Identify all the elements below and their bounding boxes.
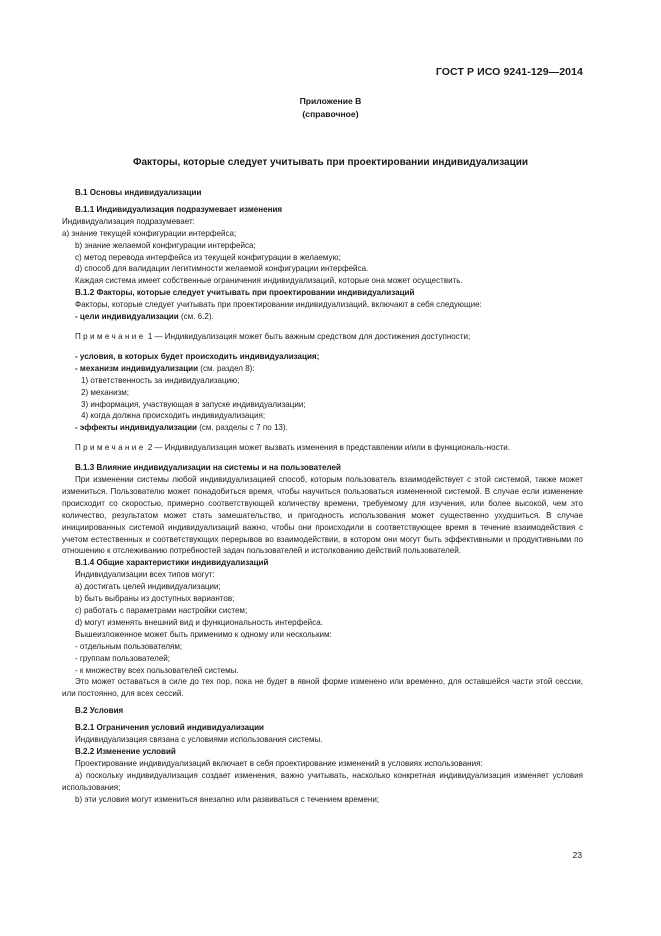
- section-b1-heading: В.1 Основы индивидуализации: [75, 188, 202, 197]
- section-b14-heading: В.1.4 Общие характеристики индивидуализаций: [75, 558, 269, 568]
- list-item: d) способ для валидации легитимности желаемой конфигурации интерфейса.: [75, 264, 369, 274]
- list-item: а) знание текущей конфигурации интерфейса;: [62, 228, 237, 238]
- list-item: b) быть выбраны из доступных вариантов;: [75, 594, 235, 604]
- list-item: 2) механизм;: [81, 387, 130, 397]
- list-item: с) работать с параметрами настройки систем;: [75, 606, 248, 615]
- paragraph: Вышеизложенное может быть применимо к одному или нескольким:: [75, 629, 332, 639]
- list-item: - отдельным пользователям;: [75, 641, 183, 651]
- section-b13-heading: В.1.3 Влияние индивидуализации на системы и на пользователей: [75, 463, 341, 473]
- document-body: [62, 187, 583, 806]
- paragraph: Индивидуализация подразумевает:: [62, 216, 195, 226]
- paragraph: Каждая система имеет собственные ограничения индивидуализаций, которые она может осуществить.: [75, 276, 463, 286]
- list-item: [75, 363, 583, 375]
- paragraph: Факторы, которые следует учитывать при проектировании индивидуализаций, включают в себя следующие:: [75, 300, 482, 310]
- document-title: Факторы, которые следует учитывать при проектировании индивидуализации: [132, 157, 529, 168]
- paragraph: При изменении системы любой индивидуализацией способ, которым пользователь взаимодействует с этой системой, также может измениться. Пользователю может понадобиться время, чтобы научиться пользоваться измененной системой. В случае если изменение происходит со скоростью, примерно соответствующей количеству времени, требуемому для изучения, или более высокой, чем это количество, результатом может стать замешательство, и пригодность использования может существенно ухудшиться. В случае инициированных системой индивидуализаций важно, чтобы они происходили в соответствующее время в течение взаимодействия с учетом естественных и соответствующих перерывов во взаимодействии, в котором они могут быть эффективными и продуктивными по отношению к отслеживанию потребностей задач пользователей и истолкованию действий пользователей.: [62, 475, 583, 556]
- mechanisms-ref: (см. раздел 8):: [198, 363, 255, 373]
- page-number: 23: [572, 850, 582, 860]
- section-b21-heading: В.2.1 Ограничения условий индивидуализации: [75, 723, 264, 733]
- list-item: d) могут изменять внешний вид и функциональность интерфейса.: [75, 617, 323, 627]
- list-item: 3) информация, участвующая в запуске индивидуализации;: [81, 399, 306, 409]
- appendix-label: Приложение В: [299, 96, 362, 106]
- note-1: [75, 331, 583, 343]
- paragraph: Индивидуализация связана с условиями использования системы.: [75, 735, 323, 745]
- section-b22-heading: В.2.2 Изменение условий: [75, 746, 176, 756]
- standard-header: ГОСТ Р ИСО 9241-129—2014: [435, 66, 583, 78]
- list-item: а) поскольку индивидуализация создает изменения, важно учитывать, насколько конкретная индивидуализация изменяет условия использования;: [62, 770, 583, 792]
- list-item: - к множеству всех пользователей системы.: [75, 665, 239, 675]
- mechanisms-term: - механизм индивидуализации: [75, 363, 199, 373]
- note-text: 1 — Индивидуализация может быть важным средством для достижения доступности;: [145, 331, 471, 341]
- note-text: 2 — Индивидуализация может вызвать изменения в представлении и/или в функциональ-ности.: [145, 443, 511, 453]
- paragraph: Индивидуализации всех типов могут:: [75, 570, 215, 580]
- goals-ref: (см. 6.2).: [178, 312, 214, 322]
- note-label: Примечание: [75, 443, 146, 453]
- list-item: а) достигать целей индивидуализации;: [75, 582, 221, 592]
- list-item: [75, 422, 583, 434]
- list-item: - условия, в которых будет происходить индивидуализация;: [75, 351, 320, 361]
- list-item: - группам пользователей;: [75, 653, 171, 663]
- section-b12-heading: В.1.2 Факторы, которые следует учитывать при проектировании индивидуализаций: [75, 288, 415, 298]
- note-2: [62, 442, 583, 454]
- effects-term: - эффекты индивидуализации: [75, 423, 197, 433]
- list-item: [75, 311, 583, 323]
- appendix-type: (справочное): [302, 109, 359, 119]
- list-item: с) метод перевода интерфейса из текущей конфигурации в желаемую;: [75, 252, 341, 262]
- appendix-heading: [0, 95, 661, 121]
- list-item: 1) ответственность за индивидуализацию;: [81, 375, 240, 385]
- list-item: b) знание желаемой конфигурации интерфейса;: [75, 240, 256, 250]
- list-item: b) эти условия могут измениться внезапно или развиваться с течением времени;: [75, 794, 380, 804]
- paragraph: Это может оставаться в силе до тех пор, пока не будет в явной форме изменено или временно, для оставшейся части этой сессии, или постоянно, для всех сессий.: [62, 677, 583, 699]
- goals-term: - цели индивидуализации: [75, 312, 179, 322]
- section-b2-heading: В.2 Условия: [75, 706, 124, 716]
- paragraph: Проектирование индивидуализаций включает в себя проектирование изменений в условиях использования:: [75, 758, 483, 768]
- list-item: 4) когда должна происходить индивидуализация;: [81, 411, 266, 421]
- section-b11-heading: В.1.1 Индивидуализация подразумевает изменения: [75, 204, 283, 214]
- note-label: Примечание: [75, 331, 146, 341]
- effects-ref: (см. разделы с 7 по 13).: [196, 423, 288, 433]
